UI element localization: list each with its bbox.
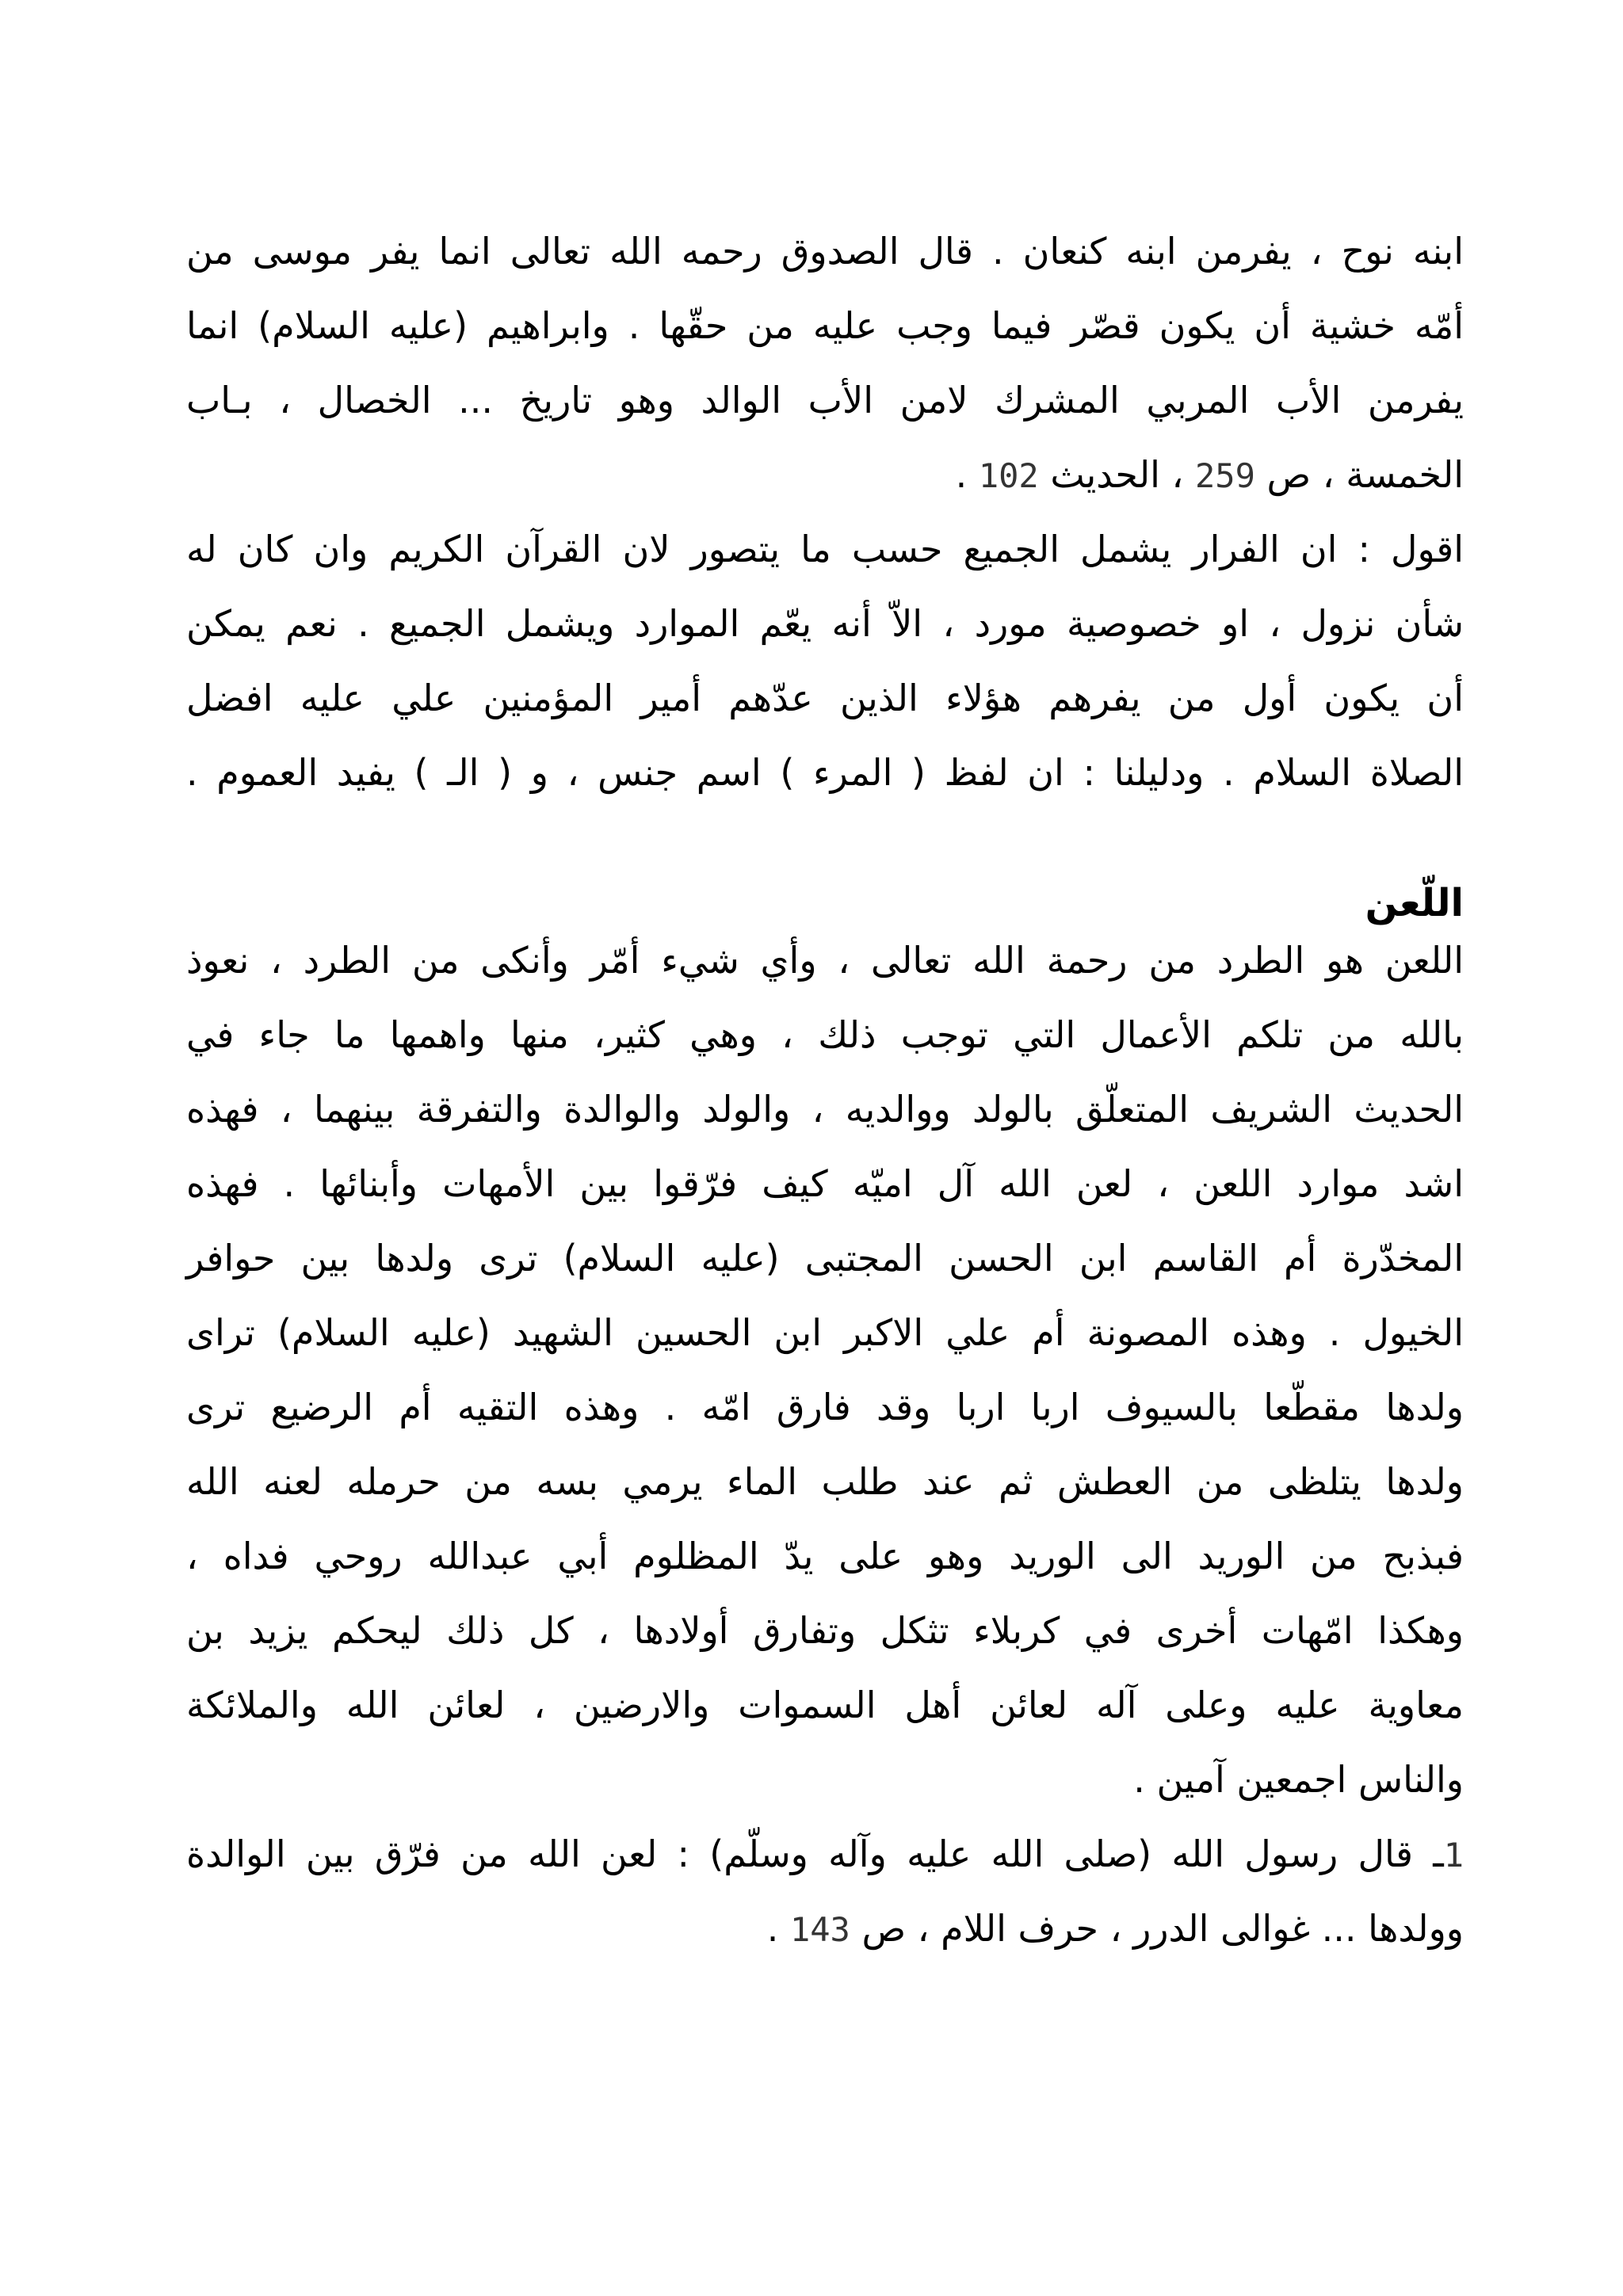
hadith-number: 1 <box>1443 1836 1464 1875</box>
text-line: يفرمن الأب المربي المشرك لامن الأب الوالد وهو تاريخ ... الخصال ، بـاب <box>186 379 1464 421</box>
hadith-number: 102 <box>978 456 1039 495</box>
text-line: شأن نزول ، او خصوصية مورد ، الاّ أنه يعّم الموارد ويشمل الجميع . نعم يمكن <box>186 602 1464 645</box>
reference-line <box>186 1891 1464 1966</box>
paragraph-section-2 <box>186 923 1464 1966</box>
section-heading: اللّعن <box>1365 881 1464 925</box>
reference-text: . <box>955 453 968 496</box>
reference-text: وولدها ... غوالى الدرر ، حرف اللام ، ص <box>861 1907 1464 1950</box>
text-line: ابنه نوح ، يفرمن ابنه كنعان . قال الصدوق رحمه الله تعالى انما يفر موسى من <box>186 230 1464 273</box>
text-line: ولدها مقطّعا بالسيوف اربا اربا وقد فارق امّه . وهذه التقيه أم الرضيع ترى <box>186 1386 1464 1428</box>
paragraph-section-1 <box>186 214 1464 810</box>
text-line: الحديث الشريف المتعلّق بالولد ووالديه ، والولد والوالدة والتفرقة بينهما ، فهذه <box>186 1088 1464 1131</box>
text-line: اقول : ان الفرار يشمل الجميع حسب ما يتصور لان القرآن الكريم وان كان له <box>186 528 1464 570</box>
reference-text: الخمسة ، ص <box>1266 453 1464 496</box>
text-line: أن يكون أول من يفرهم هؤلاء الذين عدّهم أمير المؤمنين علي عليه افضل <box>186 677 1464 719</box>
hadith-text: ـ قال رسول الله (صلى الله عليه وآله وسلّم) : لعن الله من فرّق بين الوالدة <box>186 1833 1444 1875</box>
text-line: اللعن هو الطرد من رحمة الله تعالى ، وأي شيء أمّر وأنكى من الطرد ، نعوذ <box>186 939 1464 982</box>
text-line: ولدها يتلظى من العطش ثم عند طلب الماء يرمي بسه من حرمله لعنه الله <box>186 1460 1464 1503</box>
text-line: الخيول . وهذه المصونة أم علي الاكبر ابن الحسين الشهيد (عليه السلام) ترای <box>186 1311 1464 1354</box>
text-line: فبذبح من الوريد الى الوريد وهو على يدّ المظلوم أبي عبدالله روحي فداه ، <box>186 1535 1464 1577</box>
reference-text: . <box>766 1907 779 1950</box>
text-line: المخدّرة أم القاسم ابن الحسن المجتبى (عليه السلام) ترى ولدها بين حوافر <box>186 1237 1464 1280</box>
text-line: وهكذا امّهات أخرى في كربلاء تثكل وتفارق أولادها ، كل ذلك ليحكم يزيد بن <box>186 1609 1464 1652</box>
text-line: أمّه خشية أن يكون قصّر فيما وجب عليه من حقّها . وابراهيم (عليه السلام) انما <box>186 304 1464 347</box>
reference-line <box>186 437 1464 512</box>
text-line: اشد موارد اللعن ، لعن الله آل اميّه كيف فرّقوا بين الأمهات وأبنائها . فهذه <box>186 1162 1464 1205</box>
page-number: 259 <box>1195 456 1255 495</box>
text-line: الصلاة السلام . ودليلنا : ان لفظ ( المرء ) اسم جنس ، و ( الـ ) يفيد العموم . <box>186 751 1464 794</box>
text-line: بالله من تلكم الأعمال التي توجب ذلك ، وهي كثير، منها واهمها ما جاء في <box>186 1013 1464 1056</box>
reference-text: ، الحديث <box>1050 453 1184 496</box>
text-line: معاوية عليه وعلى آله لعائن أهل السموات والارضين ، لعائن الله والملائكة <box>186 1684 1464 1726</box>
hadith-line <box>186 1817 1464 1891</box>
page-number: 143 <box>789 1910 850 1949</box>
text-line: والناس اجمعين آمين . <box>1133 1758 1464 1801</box>
